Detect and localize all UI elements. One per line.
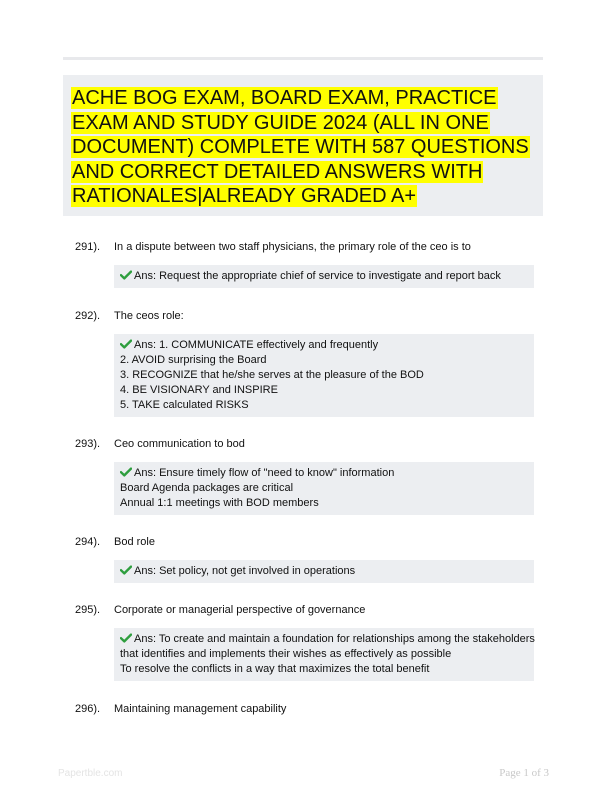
question-text: Ceo communication to bod [114, 438, 245, 450]
check-icon [120, 270, 132, 280]
question-text: The ceos role: [114, 310, 184, 322]
answer-line [120, 564, 528, 579]
answer-box [114, 560, 534, 583]
question-number: 294). [75, 536, 101, 548]
answer-line [120, 466, 528, 481]
document-title [71, 86, 535, 209]
check-icon [120, 467, 132, 477]
answer-line: 5. TAKE calculated RISKS [120, 399, 249, 411]
title-line: RATIONALES|ALREADY GRADED A+ [72, 185, 417, 207]
answer-box [114, 265, 534, 288]
question-number: 291). [75, 241, 101, 253]
answer-line [120, 269, 528, 284]
title-line: AND CORRECT DETAILED ANSWERS WITH [72, 160, 483, 183]
question-text: Bod role [114, 536, 155, 548]
answer-box [114, 334, 534, 417]
answer-line [120, 338, 528, 353]
title-line: EXAM AND STUDY GUIDE 2024 (ALL IN ONE [72, 111, 489, 134]
document-title-box [63, 75, 543, 216]
check-icon [120, 339, 132, 349]
answer-box [114, 462, 534, 515]
answer-text: Ans: Ensure timely flow of "need to know" information [134, 467, 395, 479]
answer-line [120, 632, 535, 647]
check-icon [120, 565, 132, 575]
answer-text: Ans: Set policy, not get involved in operations [134, 565, 356, 577]
answer-box [114, 628, 534, 681]
top-divider [63, 57, 543, 60]
page-number: Page 1 of 3 [499, 767, 549, 779]
question-number: 296). [75, 703, 101, 715]
answer-text: Ans: 1. COMMUNICATE effectively and frequently [134, 339, 379, 351]
answer-line: that identifies and implements their wishes as effectively as possible [120, 648, 452, 660]
answer-text: Ans: To create and maintain a foundation for relationships among the stakeholders [134, 633, 535, 645]
answer-line: 2. AVOID surprising the Board [120, 354, 267, 366]
question-number: 293). [75, 438, 101, 450]
answer-line: 3. RECOGNIZE that he/she serves at the pleasure of the BOD [120, 369, 424, 381]
title-line: DOCUMENT) COMPLETE WITH 587 QUESTIONS [72, 136, 529, 158]
question-text: Maintaining management capability [114, 703, 287, 715]
answer-line: 4. BE VISIONARY and INSPIRE [120, 384, 278, 396]
answer-line: To resolve the conflicts in a way that maximizes the total benefit [120, 663, 430, 675]
footer-watermark: Papertble.com [58, 768, 123, 779]
answer-line: Annual 1:1 meetings with BOD members [120, 497, 319, 509]
answer-line: Board Agenda packages are critical [120, 482, 294, 494]
title-line: ACHE BOG EXAM, BOARD EXAM, PRACTICE [72, 87, 497, 109]
question-text: Corporate or managerial perspective of governance [114, 604, 366, 616]
answer-text: Ans: Request the appropriate chief of service to investigate and report back [134, 270, 501, 282]
check-icon [120, 633, 132, 643]
question-number: 295). [75, 604, 101, 616]
question-number: 292). [75, 310, 101, 322]
question-text: In a dispute between two staff physicians, the primary role of the ceo is to [114, 241, 471, 253]
